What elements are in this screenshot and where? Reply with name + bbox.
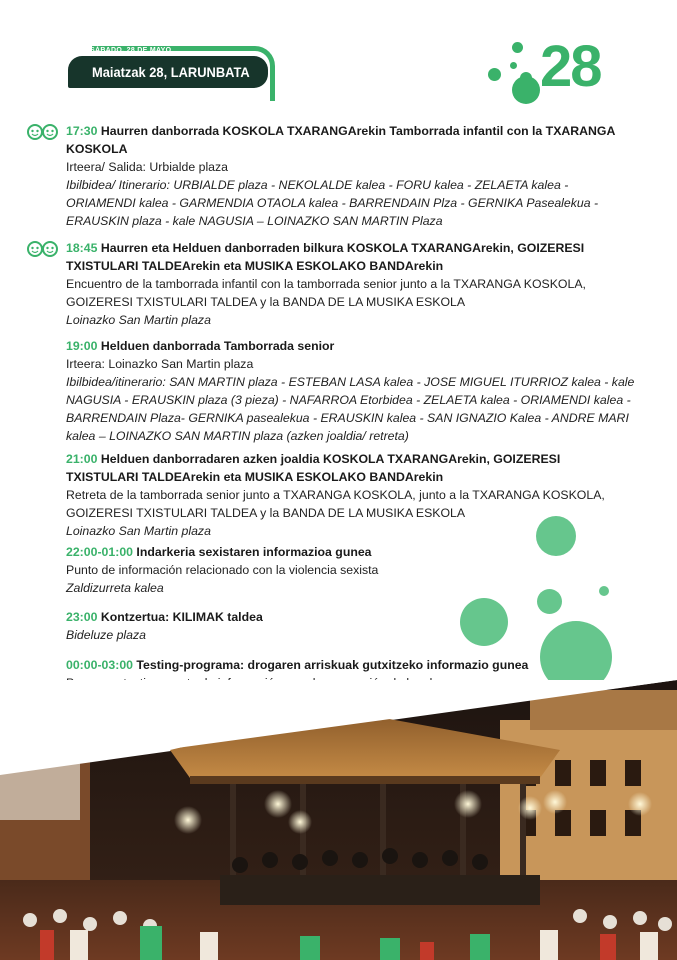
event-time: 17:30 (66, 124, 98, 138)
event-title: Testing-programa: drogaren arriskuak gutxitzeko informazio gunea (136, 658, 529, 672)
event-time: 22:00-01:00 (66, 545, 133, 559)
event-location: Bideluze plaza (66, 628, 146, 642)
event-title: Helduen danborradaren azken joaldia KOSKOLA TXARANGArekin, GOIZERESI TXISTULARI TALDEArekin eta MUSIKA ESKOLAKO BANDArekin (66, 452, 561, 484)
date-banner (62, 44, 276, 98)
decor-dot (488, 68, 501, 81)
event-block (66, 450, 636, 540)
event-block (66, 337, 636, 445)
event-location: Loinazko San Martin plaza (66, 313, 211, 327)
event-location: Ibilbidea/ Itinerario: URBIALDE plaza - NEKOLALDE kalea - FORU kalea - ZELAETA kalea - ORIAMENDI kalea - GARMENDIA OTAOLA kalea - BARRENDAIN Plza - GERNIKA Pasealekua - ERAUSKIN plaza - kale NAGUSIA – LOINAZKO SAN MARTIN Plaza (66, 178, 599, 228)
event-time: 19:00 (66, 339, 98, 353)
event-time: 23:00 (66, 610, 98, 624)
event-time: 18:45 (66, 241, 98, 255)
day-number: 28 (540, 34, 601, 99)
decor-dot (512, 76, 540, 104)
event-block (66, 239, 636, 329)
event-title: Haurren eta Helduen danborraden bilkura KOSKOLA TXARANGArekin, GOIZERESI TXISTULARI TALDEArekin eta MUSIKA ESKOLAKO BANDArekin (66, 241, 585, 273)
event-location: Zaldizurreta kalea (66, 581, 164, 595)
event-location: Ibilbidea/itinerario: SAN MARTIN plaza - ESTEBAN LASA kalea - JOSE MIGUEL ITURRIOZ kalea - kale NAGUSIA - ERAUSKIN plaza (3 pieza) - NAFARROA Etorbidea - ZELAETA kalea - ORIAMENDI kalea - BARRENDAIN Plaza- GERNIKA pasealekua - ERAUSKIN kalea - SAN IGNAZIO Kalea - ANDRE MARI kalea – LOINAZKO SAN MARTIN plaza (azken joaldia/ retreta) (66, 375, 635, 443)
event-detail: Punto de información relacionado con la violencia sexista (66, 563, 379, 577)
event-block (66, 122, 636, 230)
plaza-night-photo (0, 680, 677, 960)
banner-main-label: Maiatzak 28, LARUNBATA (92, 64, 250, 80)
event-title: Haurren danborrada KOSKOLA TXARANGArekin Tamborrada infantil con la TXARANGA KOSKOLA (66, 124, 615, 156)
event-location: Loinazko San Martin plaza (66, 524, 211, 538)
event-detail: Encuentro de la tamborrada infantil con la tamborrada senior junto a la TXARANGA KOSKOLA, GOIZERESI TXISTULARI TALDEA y la BANDA DE LA MUSIKA ESKOLA (66, 277, 586, 309)
event-time: 21:00 (66, 452, 98, 466)
event-block (66, 543, 636, 597)
event-detail: Irteera: Loinazko San Martin plaza (66, 357, 254, 371)
kids-faces-icon (26, 123, 60, 141)
decor-dot (510, 62, 517, 69)
event-block (66, 608, 636, 644)
event-title: Kontzertua: KILIMAK taldea (100, 610, 263, 624)
event-title: Indarkeria sexistaren informazioa gunea (136, 545, 372, 559)
banner-main (68, 56, 268, 88)
event-detail: Retreta de la tamborrada senior junto a TXARANGA KOSKOLA, junto a la TXARANGA KOSKOLA, GOIZERESI TXISTULARI TALDEA y la BANDA DE LA MUSIKA ESKOLA (66, 488, 605, 520)
banner-small-label: SÁBADO, 28 DE MAYO (90, 47, 172, 54)
event-detail: Irteera/ Salida: Urbialde plaza (66, 160, 228, 174)
kids-faces-icon (26, 240, 60, 258)
decor-dot (512, 42, 523, 53)
event-title: Helduen danborrada Tamborrada senior (100, 339, 335, 353)
event-time: 00:00-03:00 (66, 658, 133, 672)
